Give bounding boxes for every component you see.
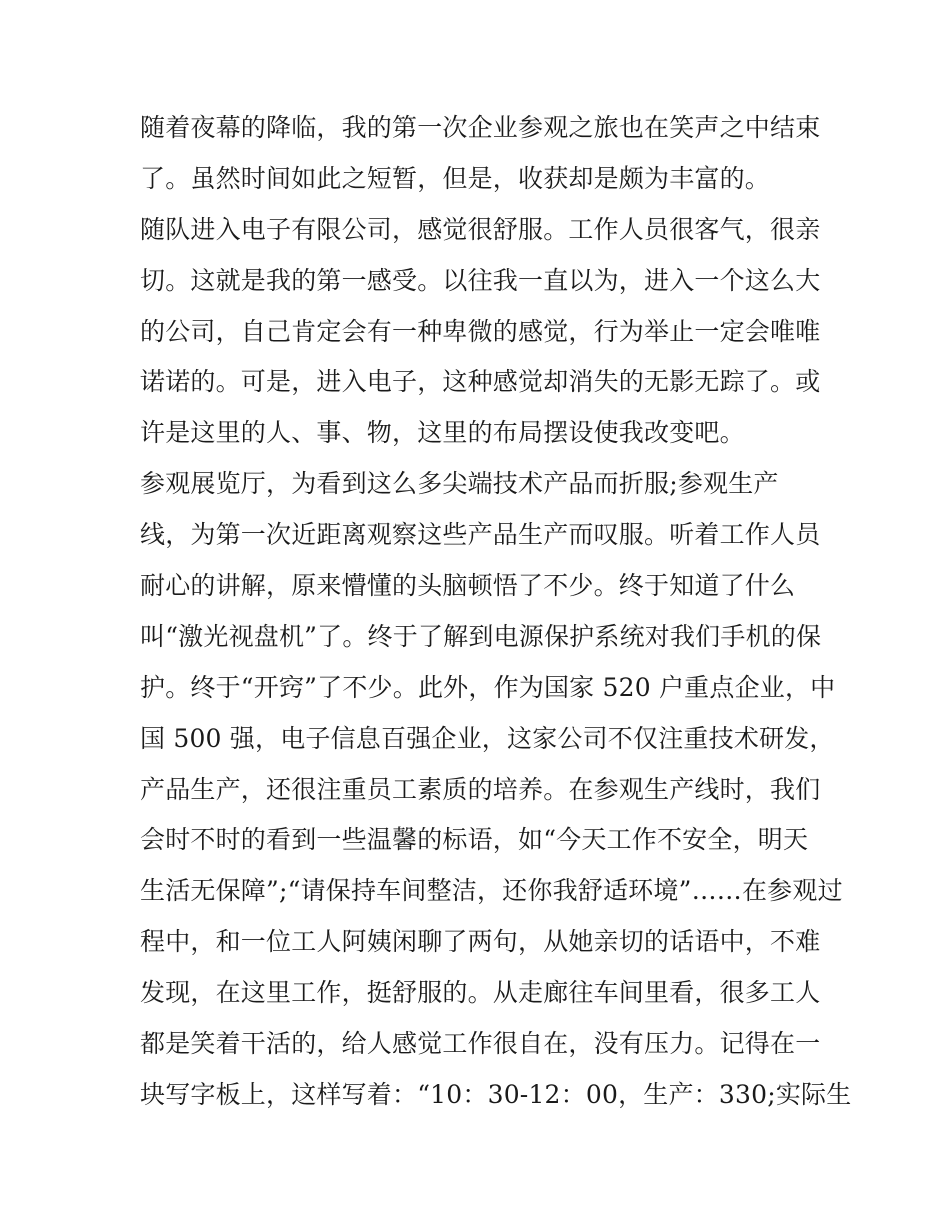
text-line: 切。这就是我的第一感受。以往我一直以为，进入一个这么大 xyxy=(140,265,821,295)
text-line: 线，为第一次近距离观察这些产品生产而叹服。听着工作人员 xyxy=(140,520,821,550)
body-text xyxy=(140,103,852,1121)
text-line: 程中，和一位工人阿姨闲聊了两句，从她亲切的话语中，不难 xyxy=(140,927,821,957)
text-line: 随着夜幕的降临，我的第一次企业参观之旅也在笑声之中结束 xyxy=(140,113,821,142)
text-line: 发现，在这里工作，挺舒服的。从走廊往车间里看，很多工人 xyxy=(140,978,821,1008)
text-line: 的公司，自己肯定会有一种卑微的感觉，行为举止一定会唯唯 xyxy=(140,316,821,346)
text-line: 了。虽然时间如此之短暂，但是，收获却是颇为丰富的。 xyxy=(140,163,771,193)
text-line: 许是这里的人、事、物，这里的布局摆设使我改变吧。 xyxy=(140,418,745,448)
text-line: 诺诺的。可是，进入电子，这种感觉却消失的无影无踪了。或 xyxy=(140,367,821,397)
text-line: 护。终于“开窍”了不少。此外，作为国家 520 户重点企业，中 xyxy=(140,672,836,702)
text-line: 耐心的讲解，原来懵懂的头脑顿悟了不少。终于知道了什么 xyxy=(140,571,796,601)
text-line: 随队进入电子有限公司，感觉很舒服。工作人员很客气，很亲 xyxy=(140,214,821,244)
text-line: 都是笑着干活的，给人感觉工作很自在，没有压力。记得在一 xyxy=(140,1029,821,1059)
text-line: 会时不时的看到一些温馨的标语，如“今天工作不安全，明天 xyxy=(140,825,809,855)
text-line: 生活无保障”;“请保持车间整洁，还你我舒适环境”……在参观过 xyxy=(140,876,843,906)
text-line: 参观展览厅，为看到这么多尖端技术产品而折服;参观生产 xyxy=(140,469,779,499)
text-line: 产品生产，还很注重员工素质的培养。在参观生产线时，我们 xyxy=(140,774,821,804)
text-line: 国 500 强，电子信息百强企业，这家公司不仅注重技术研发， xyxy=(140,723,835,753)
text-line: 块写字板上，这样写着：“10：30-12：00，生产：330;实际生 xyxy=(140,1079,852,1109)
text-line: 叫“激光视盘机”了。终于了解到电源保护系统对我们手机的保 xyxy=(140,621,822,651)
